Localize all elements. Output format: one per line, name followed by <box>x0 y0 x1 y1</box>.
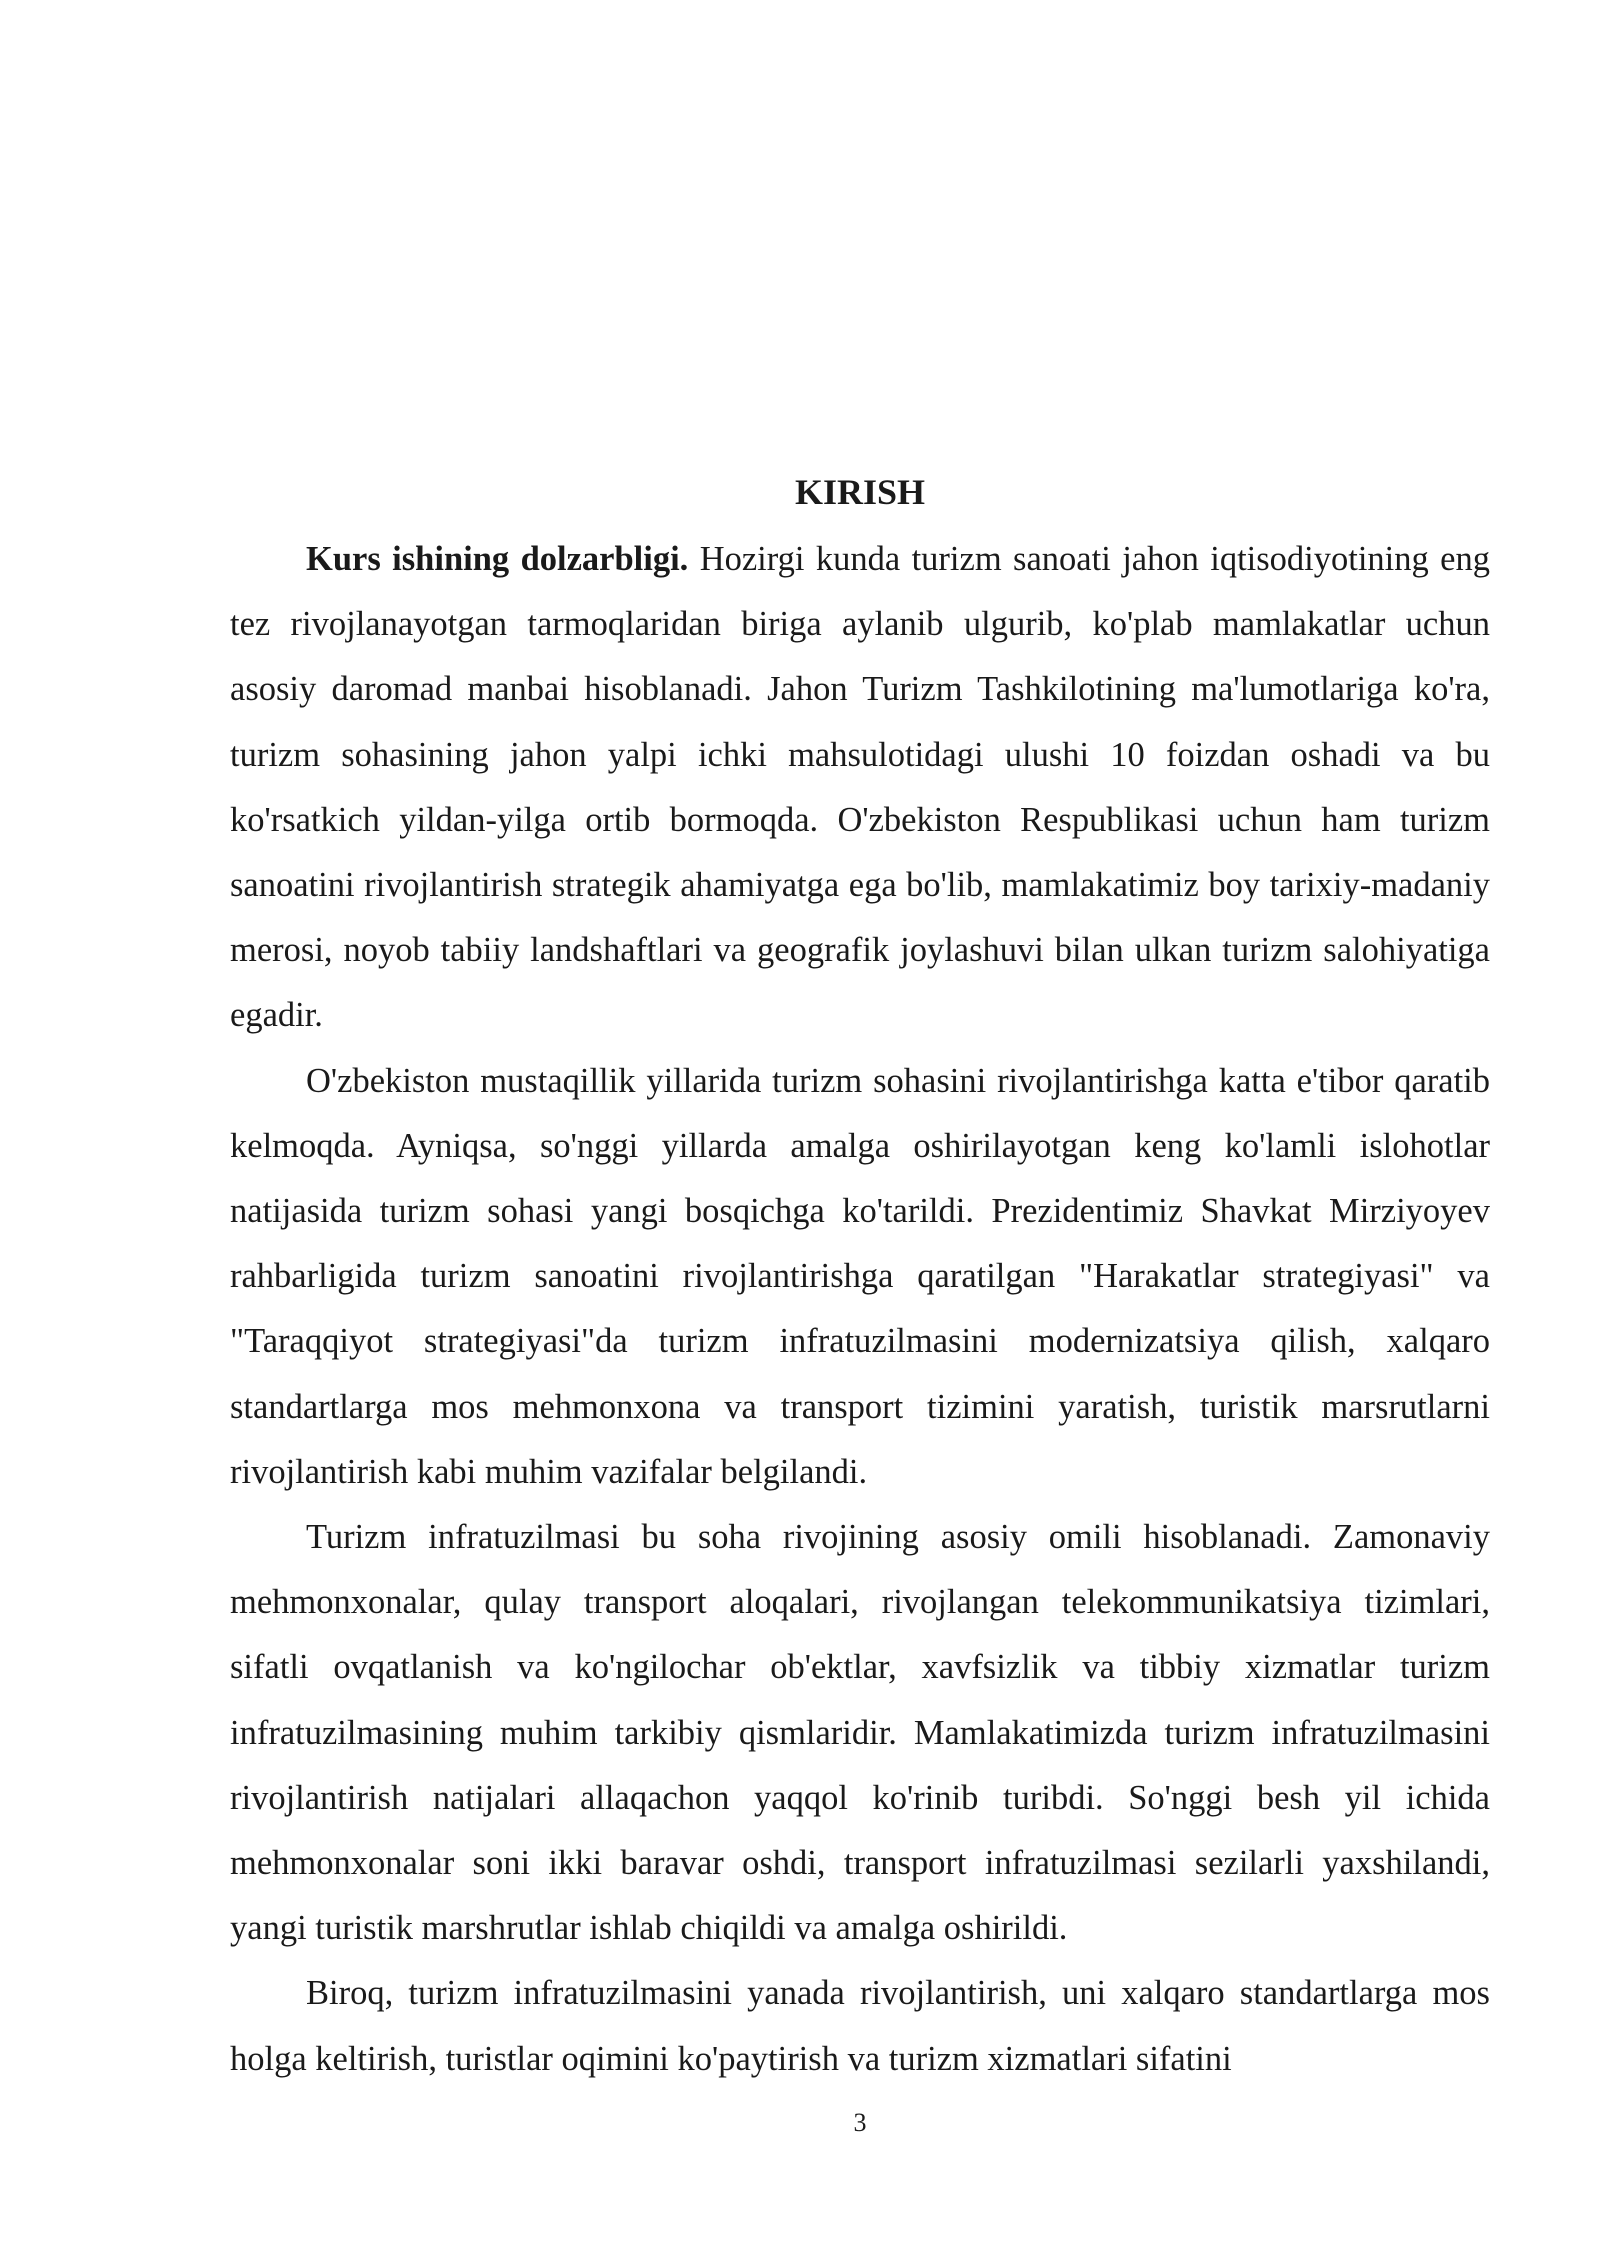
body-text <box>230 527 1490 2092</box>
page-number: 3 <box>853 2108 867 2137</box>
paragraph-independence: O'zbekiston mustaqillik yillarida turizm sohasini rivojlantirishga katta e'tibor qaratib kelmoqda. Ayniqsa, so'nggi yillarda amalga oshirilayotgan keng ko'lamli islohotlar natijasida turizm sohasi yangi bosqichga ko'tarildi. Prezidentimiz Shavkat Mirziyoyev rahbarligida turizm sanoatini rivojlantirishga qaratilgan "Harakatlar strategiyasi" va "Taraqqiyot strategiyasi"da turizm infratuzilmasini modernizatsiya qilish, xalqaro standartlarga mos mehmonxona va transport tizimini yaratish, turistik marsrutlarni rivojlantirish kabi muhim vazifalar belgilandi. <box>230 1061 1490 1491</box>
paragraph-infrastructure: Turizm infratuzilmasi bu soha rivojining asosiy omili hisoblanadi. Zamonaviy mehmonxonalar, qulay transport aloqalari, rivojlangan telekommunikatsiya tizimlari, sifatli ovqatlanish va ko'ngilochar ob'ektlar, xavfsizlik va tibbiy xizmatlar turizm infratuzilmasining muhim tarkibiy qismlaridir. Mamlakatimizda turizm infratuzilmasini rivojlantirish natijalari allaqachon yaqqol ko'rinib turibdi. So'nggi besh yil ichida mehmonxonalar soni ikki baravar oshdi, transport infratuzilmasi sezilarli yaxshilandi, yangi turistik marshrutlar ishlab chiqildi va amalga oshirildi. <box>230 1518 1490 1948</box>
paragraph-however: Biroq, turizm infratuzilmasini yanada rivojlantirish, uni xalqaro standartlarga mos holga keltirish, turistlar oqimini ko'paytirish va turizm xizmatlari sifatini <box>230 1974 1490 2078</box>
paragraph-relevance <box>230 527 1490 1049</box>
paragraph-lead: Kurs ishining dolzarbligi. <box>306 540 689 578</box>
section-heading: KIRISH <box>794 472 926 512</box>
paragraph-text: Hozirgi kunda turizm sanoati jahon iqtisodiyotining eng tez rivojlanayotgan tarmoqlaridan biriga aylanib ulgurib, ko'plab mamlakatlar uchun asosiy daromad manbai hisoblanadi. Jahon Turizm Tashkilotining ma'lumotlariga ko'ra, turizm sohasining jahon yalpi ichki mahsulotidagi ulushi 10 foizdan oshadi va bu ko'rsatkich yildan-yilga ortib bormoqda. O'zbekiston Respublikasi uchun ham turizm sanoatini rivojlantirish strategik ahamiyatga ega bo'lib, mamlakatimiz boy tarixiy-madaniy merosi, noyob tabiiy landshaftlari va geografik joylashuvi bilan ulkan turizm salohiyatiga egadir. <box>230 540 1490 1035</box>
